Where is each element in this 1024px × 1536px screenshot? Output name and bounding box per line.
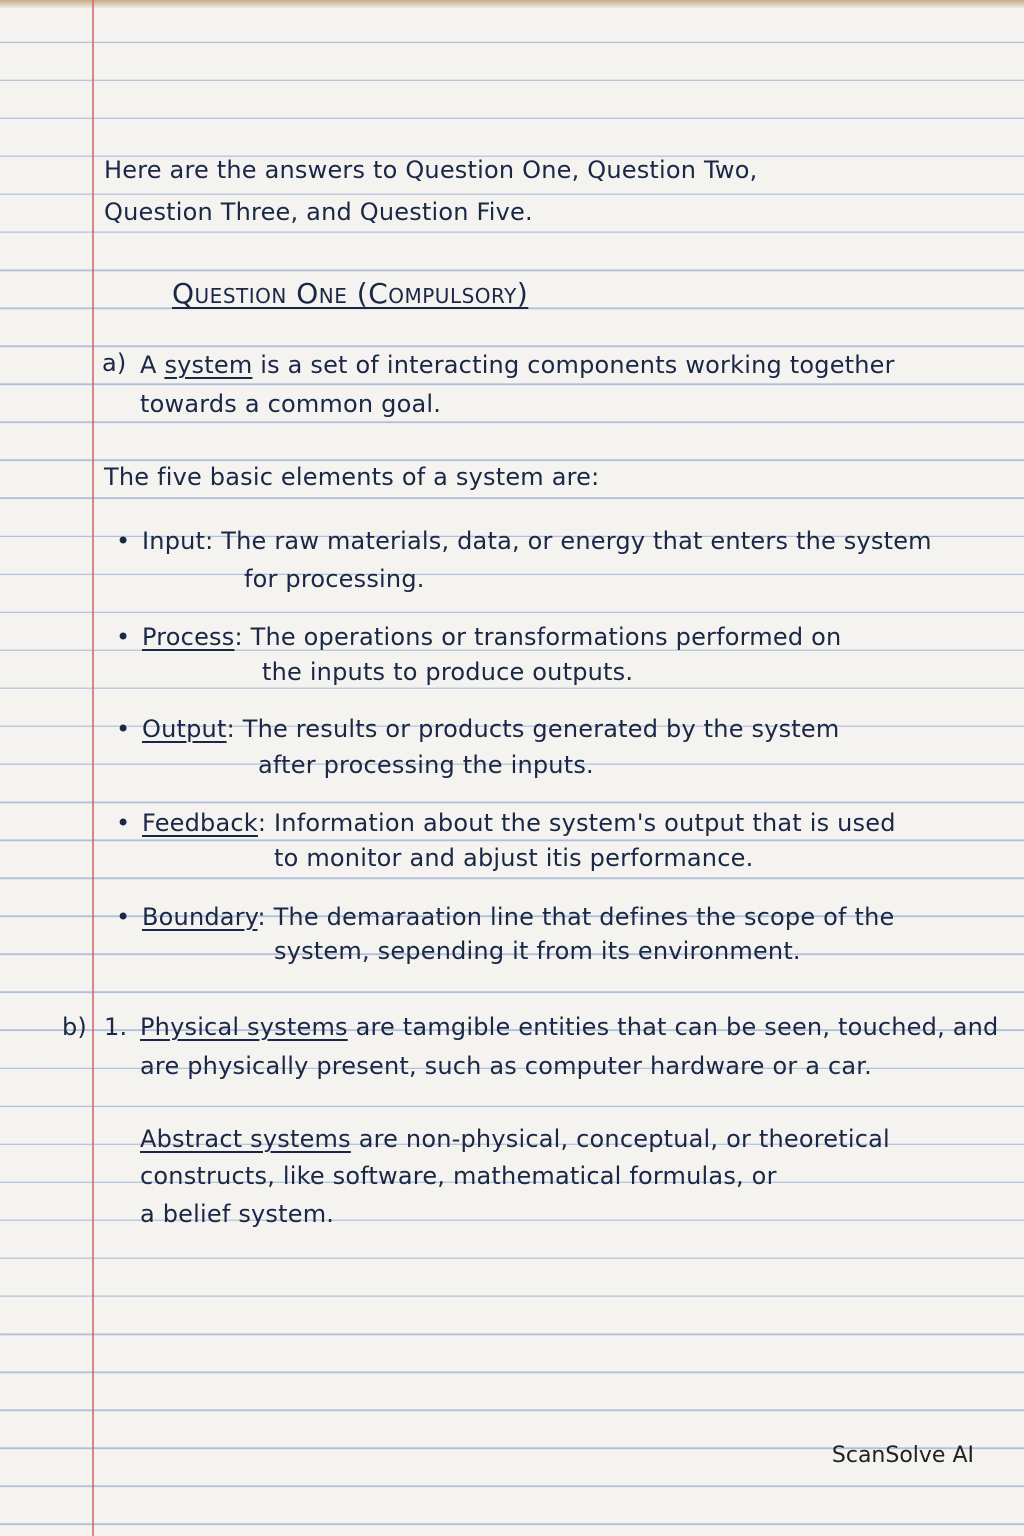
watermark: ScanSolve AI bbox=[831, 1443, 974, 1468]
element-description: The raw materials, data, or energy that enters the system bbox=[221, 527, 932, 555]
element-term: Input bbox=[142, 527, 206, 555]
part-b-p2-line-3: a belief system. bbox=[140, 1200, 335, 1228]
element-separator: : bbox=[226, 715, 243, 743]
element-input-line-1 bbox=[142, 526, 932, 556]
part-a-marker: a) bbox=[102, 349, 127, 377]
element-input-line-2: for processing. bbox=[244, 565, 425, 593]
element-description: The results or products generated by the system bbox=[242, 715, 840, 743]
element-boundary-line-1 bbox=[142, 902, 895, 932]
part-a-lead: A bbox=[140, 351, 165, 379]
element-feedback-line-1 bbox=[142, 808, 896, 838]
part-a-rest: is a set of interacting components working together bbox=[252, 351, 895, 379]
element-feedback-line-2: to monitor and abjust itis performance. bbox=[274, 844, 754, 872]
bullet: • bbox=[116, 809, 131, 837]
element-description: Information about the system's output that is used bbox=[274, 809, 896, 837]
element-output-line-1 bbox=[142, 714, 839, 744]
part-b-p2-line-2: constructs, like software, mathematical formulas, or bbox=[140, 1162, 777, 1190]
term-system: system bbox=[164, 351, 253, 379]
term-abstract-systems: Abstract systems bbox=[140, 1125, 351, 1153]
part-a-line-1 bbox=[140, 350, 895, 380]
element-term: Feedback bbox=[142, 809, 258, 837]
element-separator: : bbox=[257, 809, 275, 837]
margin-line bbox=[92, 0, 94, 1536]
element-separator: : bbox=[257, 903, 274, 931]
elements-intro: The five basic elements of a system are: bbox=[104, 463, 600, 491]
element-process-line-2: the inputs to produce outputs. bbox=[262, 658, 634, 686]
bullet: • bbox=[116, 715, 131, 743]
element-term: Output bbox=[142, 715, 227, 743]
element-process-line-1 bbox=[142, 622, 841, 652]
bullet: • bbox=[116, 903, 131, 931]
section-heading: Question One (Compulsory) bbox=[172, 277, 529, 310]
element-boundary-line-2: system, sepending it from its environment. bbox=[274, 937, 801, 965]
element-term: Process bbox=[142, 623, 235, 651]
intro-line-2: Question Three, and Question Five. bbox=[104, 198, 533, 226]
element-description: The operations or transformations performed on bbox=[250, 623, 842, 651]
element-term: Boundary bbox=[142, 903, 258, 931]
page-top-edge bbox=[0, 0, 1024, 8]
term-physical-systems: Physical systems bbox=[140, 1013, 348, 1041]
intro-line-1: Here are the answers to Question One, Question Two, bbox=[104, 156, 758, 184]
part-b-p1-line-2: are physically present, such as computer hardware or a car. bbox=[140, 1052, 872, 1080]
part-b-number: 1. bbox=[104, 1013, 128, 1041]
element-separator: : bbox=[205, 527, 222, 555]
part-b-p2-rest: are non-physical, conceptual, or theoretical bbox=[350, 1125, 890, 1153]
element-description: The demaraation line that defines the scope of the bbox=[273, 903, 895, 931]
bullet: • bbox=[116, 527, 131, 555]
part-b-p2-line-1 bbox=[140, 1124, 890, 1154]
part-b-p1-rest: are tamgible entities that can be seen, touched, and bbox=[347, 1013, 999, 1041]
element-output-line-2: after processing the inputs. bbox=[258, 751, 594, 779]
part-a-line-2: towards a common goal. bbox=[140, 390, 442, 418]
part-b-p1-line-1 bbox=[140, 1012, 999, 1042]
bullet: • bbox=[116, 623, 131, 651]
part-b-marker: b) bbox=[62, 1013, 87, 1041]
element-separator: : bbox=[234, 623, 251, 651]
